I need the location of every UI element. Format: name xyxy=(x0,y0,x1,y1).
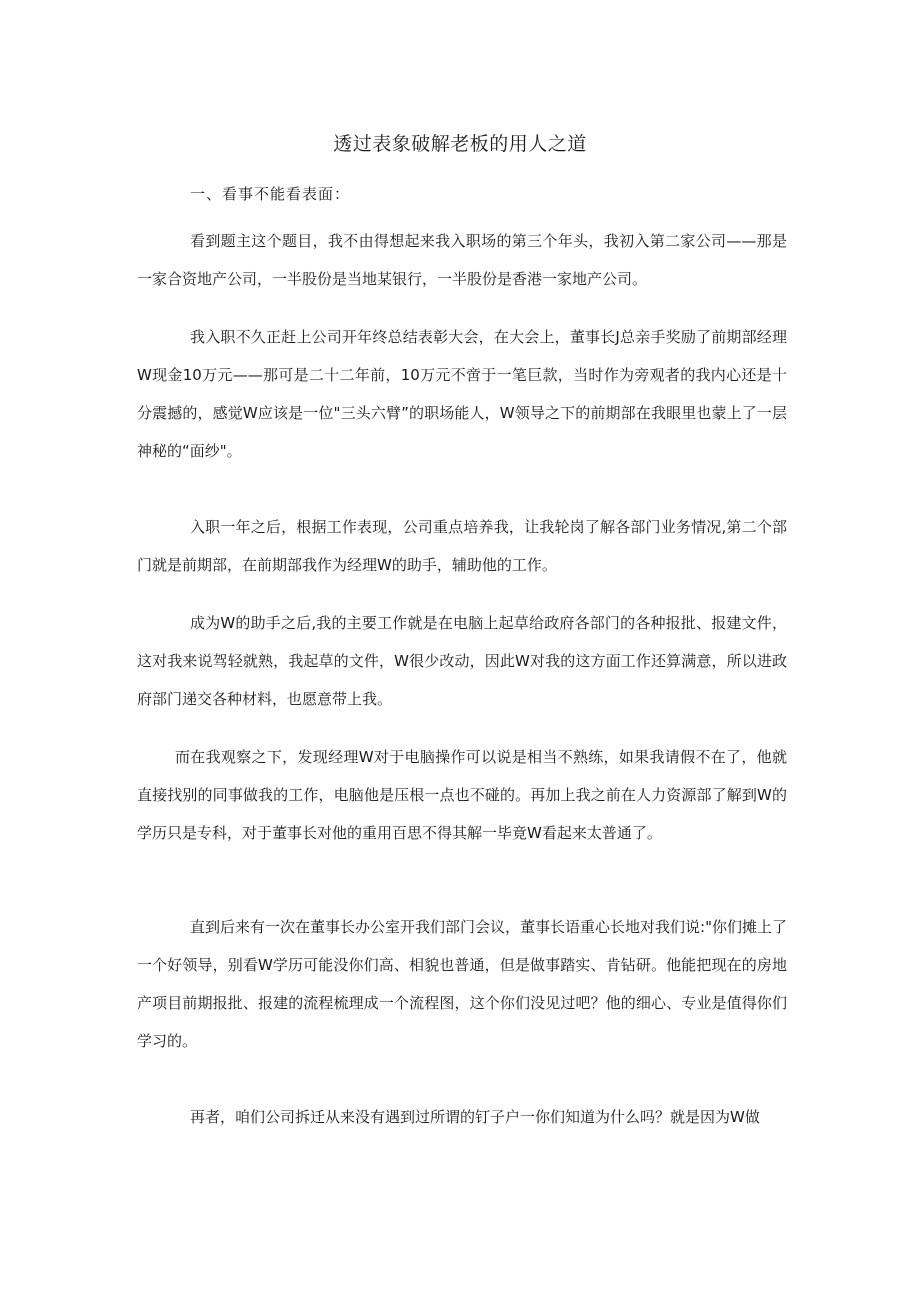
paragraph: 再者，咱们公司拆迁从来没有遇到过所谓的钉子户一你们知道为什么吗？就是因为W做 xyxy=(190,1108,760,1126)
document-title: 透过表象破解老板的用人之道 xyxy=(333,133,587,155)
paragraph: 成为W的助手之后,我的主要工作就是在电脑上起草给政府各部门的各种报批、报建文件，这对我来说驾轻就熟，我起草的文件，W很少改动，因此W对我的这方面工作还算满意，所以进政府部门递交各种材料，也愿意带上我。 xyxy=(137,614,787,708)
paragraph: 看到题主这个题目，我不由得想起来我入职场的第三个年头，我初入第二家公司——那是一家合资地产公司，一半股份是当地某银行，一半股份是香港一家地产公司。 xyxy=(137,232,787,288)
section-heading: 一、看事不能看表面： xyxy=(190,185,351,203)
paragraph: 我入职不久正赶上公司开年终总结表彰大会，在大会上，董事长J总亲手奖励了前期部经理W现金10万元——那可是二十二年前，10万元不啻于一笔巨款，当时作为旁观者的我内心还是十分震撼的，感觉W应该是一位"三头六臂”的职场能人，W领导之下的前期部在我眼里也蒙上了一层神秘的“面纱"。 xyxy=(137,328,787,460)
paragraph: 而在我观察之下，发现经理W对于电脑操作可以说是相当不熟练，如果我请假不在了，他就直接找别的同事做我的工作，电脑他是压根一点也不碰的。再加上我之前在人力资源部了解到W的学历只是专科，对于董事长对他的重用百思不得其解一毕竟W看起来太普通了。 xyxy=(137,748,787,842)
paragraph: 入职一年之后，根据工作表现，公司重点培养我，让我轮岗了解各部门业务情况,第二个部门就是前期部，在前期部我作为经理W的助手，辅助他的工作。 xyxy=(137,518,787,574)
paragraph: 直到后来有一次在董事长办公室开我们部门会议，董事长语重心长地对我们说:"你们摊上了一个好领导，别看W学历可能没你们高、相貌也普通，但是做事踏实、肯钻研。他能把现在的房地产项目前期报批、报建的流程梳理成一个流程图，这个你们没见过吧？他的细心、专业是值得你们学习的。 xyxy=(137,918,787,1050)
